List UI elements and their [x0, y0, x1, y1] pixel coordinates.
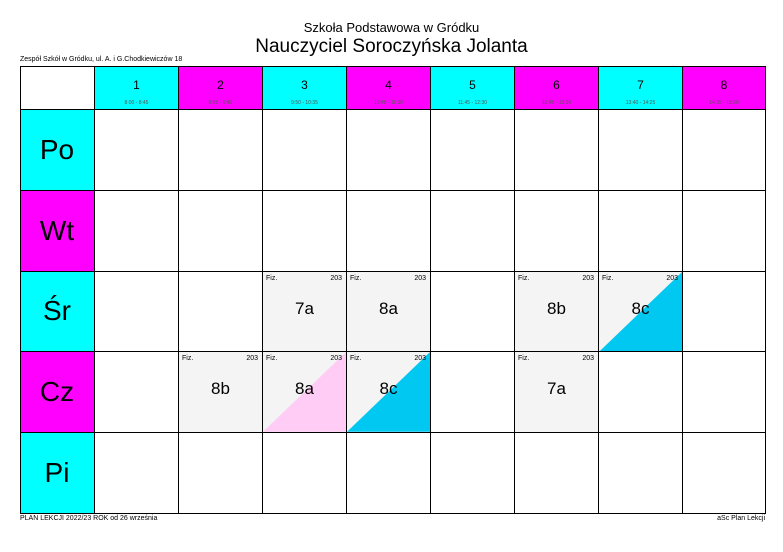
lesson-class: 7a — [295, 298, 314, 318]
lesson-cell[interactable] — [515, 272, 599, 353]
lesson-cell[interactable] — [347, 272, 431, 353]
period-number: 1 — [133, 78, 140, 92]
empty-cell — [179, 272, 263, 353]
empty-cell — [683, 272, 766, 353]
school-address: Zespół Szkół w Gródku, ul. A. i G.Chodkiewiczów 18 — [20, 56, 183, 63]
period-time: 12:45 - 13:30 — [541, 100, 572, 106]
lesson-cell[interactable] — [263, 272, 347, 353]
period-header — [179, 66, 263, 110]
empty-cell — [683, 433, 766, 514]
period-header — [599, 66, 683, 110]
lesson-cell[interactable] — [515, 352, 599, 433]
lesson-class: 8c — [631, 298, 650, 318]
day-label: Pi — [44, 457, 70, 489]
lesson-room: 203 — [414, 274, 426, 282]
lesson-room: 203 — [582, 355, 594, 363]
lesson-subject: Fiz. — [518, 355, 530, 363]
period-time: 11:45 - 12:30 — [457, 100, 488, 106]
lesson-room: 203 — [414, 355, 426, 363]
lesson-class: 8b — [547, 298, 566, 318]
period-time: 13:40 - 14:25 — [625, 100, 656, 106]
period-header — [95, 66, 179, 110]
day-label: Cz — [39, 376, 75, 408]
period-number: 4 — [385, 78, 392, 92]
lesson-cell[interactable] — [347, 352, 431, 433]
empty-cell — [179, 110, 263, 191]
lesson-class: 8b — [211, 379, 230, 399]
empty-cell — [179, 191, 263, 272]
empty-cell — [263, 433, 347, 514]
lesson-subject: Fiz. — [182, 355, 194, 363]
footer-app-name: aSc Plan Lekcji — [717, 515, 765, 522]
empty-cell — [431, 110, 515, 191]
empty-cell — [431, 272, 515, 353]
lesson-class: 7a — [547, 379, 566, 399]
period-number: 8 — [720, 78, 728, 92]
period-number: 3 — [301, 78, 308, 92]
period-number: 5 — [469, 78, 476, 92]
empty-cell — [515, 433, 599, 514]
period-time: 10:45 - 11:30 — [373, 100, 404, 106]
lesson-room: 203 — [330, 355, 342, 363]
empty-cell — [431, 352, 515, 433]
period-header — [515, 66, 599, 110]
teacher-name: Nauczyciel Soroczyńska Jolanta — [255, 36, 528, 57]
day-header — [20, 433, 95, 514]
school-name: Szkoła Podstawowa w Gródku — [303, 20, 480, 35]
day-header — [20, 272, 95, 353]
empty-cell — [95, 352, 179, 433]
period-header — [683, 66, 766, 110]
period-number: 2 — [217, 78, 224, 92]
corner-cell — [20, 66, 95, 110]
empty-cell — [599, 191, 683, 272]
day-label: Po — [39, 133, 75, 165]
empty-cell — [95, 272, 179, 353]
empty-cell — [95, 191, 179, 272]
empty-cell — [179, 433, 263, 514]
empty-cell — [515, 110, 599, 191]
empty-cell — [95, 110, 179, 191]
period-time: 8:55 - 9:40 — [208, 100, 233, 106]
lesson-subject: Fiz. — [518, 274, 530, 282]
empty-cell — [599, 352, 683, 433]
lesson-room: 203 — [582, 274, 594, 282]
lesson-room: 203 — [246, 355, 258, 363]
timetable-grid — [20, 66, 766, 514]
period-number: 6 — [553, 78, 560, 92]
empty-cell — [515, 191, 599, 272]
period-header — [431, 66, 515, 110]
lesson-class: 8a — [295, 379, 314, 399]
period-header — [263, 66, 347, 110]
empty-cell — [683, 110, 766, 191]
lesson-subject: Fiz. — [266, 274, 278, 282]
empty-cell — [347, 191, 431, 272]
empty-cell — [431, 191, 515, 272]
empty-cell — [683, 191, 766, 272]
empty-cell — [431, 433, 515, 514]
empty-cell — [95, 433, 179, 514]
day-header — [20, 110, 95, 191]
lesson-subject: Fiz. — [266, 355, 278, 363]
empty-cell — [347, 433, 431, 514]
period-time: 14:35 - 15:20 — [709, 100, 739, 106]
day-header — [20, 191, 95, 272]
empty-cell — [599, 433, 683, 514]
empty-cell — [347, 110, 431, 191]
lesson-subject: Fiz. — [350, 274, 362, 282]
day-label: Wt — [39, 214, 75, 246]
lesson-cell[interactable] — [263, 352, 347, 433]
empty-cell — [263, 191, 347, 272]
lesson-cell[interactable] — [599, 272, 683, 353]
lesson-room: 203 — [330, 274, 342, 282]
lesson-subject: Fiz. — [350, 355, 362, 363]
footer-plan-info: PLAN LEKCJI 2022/23 ROK od 26 września — [20, 515, 158, 522]
lesson-subject: Fiz. — [602, 274, 614, 282]
day-label: Śr — [43, 295, 71, 327]
empty-cell — [263, 110, 347, 191]
lesson-room: 203 — [666, 274, 678, 282]
lesson-class: 8c — [379, 379, 398, 399]
period-header — [347, 66, 431, 110]
empty-cell — [683, 352, 766, 433]
day-header — [20, 352, 95, 433]
empty-cell — [599, 110, 683, 191]
period-number: 7 — [637, 78, 644, 92]
lesson-class: 8a — [379, 298, 398, 318]
lesson-cell[interactable] — [179, 352, 263, 433]
period-time: 9:50 - 10:35 — [291, 100, 318, 106]
period-time: 8:00 - 8:45 — [124, 100, 149, 106]
